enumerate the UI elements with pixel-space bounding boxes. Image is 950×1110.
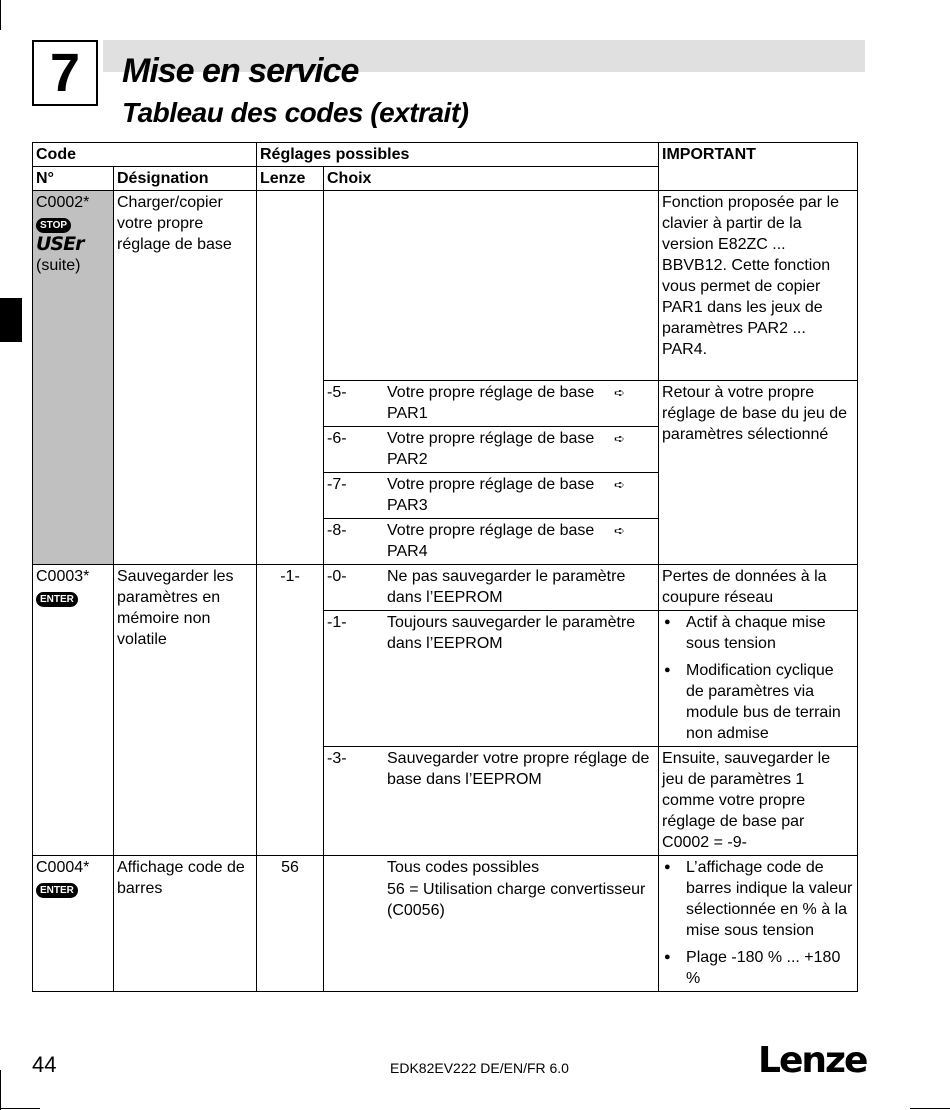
- choice-cell: [324, 519, 659, 565]
- arrow-icon: ➪: [614, 385, 626, 400]
- page-number: 44: [32, 1052, 57, 1077]
- choice-cell: [324, 191, 659, 381]
- code-cell: [33, 565, 114, 856]
- header-code: Code: [33, 143, 257, 167]
- bullet-list: [662, 857, 854, 989]
- choice-cell: [324, 611, 659, 747]
- bullet-list: [662, 612, 854, 744]
- choice-cell: [324, 747, 659, 856]
- choice-text: Toujours sauvegarder le paramètre dans l’EEPROM: [387, 614, 636, 652]
- lenze-cell: -1-: [257, 565, 324, 856]
- bullet-item: ● Modification cyclique de paramètres via module bus de terrain non admise: [686, 660, 854, 744]
- choice-text: Votre propre réglage de base: [387, 476, 595, 493]
- header-lenze: Lenze: [257, 167, 324, 191]
- bullet-item: ● Plage -180 % ... +180 %: [686, 947, 854, 989]
- choice-cell: [324, 427, 659, 473]
- choice-cell: [324, 381, 659, 427]
- choice-cell: [324, 473, 659, 519]
- chapter-number: 7: [32, 40, 98, 106]
- choice-number: -0-: [327, 568, 347, 585]
- choice-number: -7-: [327, 476, 347, 493]
- choice-text: Votre propre réglage de base: [387, 430, 595, 447]
- choice-par: PAR3: [387, 497, 428, 514]
- header-important: IMPORTANT: [659, 143, 858, 191]
- code-cell: [33, 191, 114, 565]
- header-choix: Choix: [324, 167, 659, 191]
- choice-par: PAR4: [387, 543, 428, 560]
- choice-number: -6-: [327, 430, 347, 447]
- bullet-item: ● L’affichage code de barres indique la valeur sélectionnée en % à la mise sous tension: [686, 857, 854, 941]
- stop-key-icon: STOP: [36, 218, 71, 233]
- lenze-cell: 56: [257, 856, 324, 992]
- crop-mark: [910, 1108, 950, 1109]
- lenze-cell: [257, 191, 324, 565]
- enter-key-icon: ENTER: [36, 883, 78, 898]
- code-number: C0003*: [36, 568, 90, 585]
- choice-cell: [324, 856, 659, 992]
- page-subtitle: Tableau des codes (extrait): [122, 97, 469, 128]
- arrow-icon: ➪: [614, 431, 626, 446]
- choice-text: 56 = Utilisation charge convertisseur (C0056): [387, 881, 646, 919]
- choice-par: PAR1: [387, 405, 428, 422]
- table-row: [33, 565, 858, 611]
- table-row: [33, 191, 858, 381]
- header-num: N°: [33, 167, 114, 191]
- arrow-icon: ➪: [614, 523, 626, 538]
- choice-text: Tous codes possibles: [387, 859, 540, 876]
- code-number: C0004*: [36, 859, 90, 876]
- choice-text: Ne pas sauvegarder le paramètre dans l’EEPROM: [387, 568, 626, 606]
- choice-cell: [324, 565, 659, 611]
- choice-par: PAR2: [387, 451, 428, 468]
- user-display-code: USEr: [36, 233, 84, 255]
- document-reference: EDK82EV222 DE/EN/FR 6.0: [390, 1060, 569, 1076]
- code-number: C0002*: [36, 194, 90, 211]
- crop-mark: [0, 1108, 40, 1109]
- important-cell: Pertes de données à la coupure réseau: [659, 565, 858, 611]
- designation-cell: Charger/copier votre propre réglage de base: [114, 191, 257, 565]
- table-row: [33, 856, 858, 992]
- header-designation: Désignation: [114, 167, 257, 191]
- choice-number: -3-: [327, 750, 347, 767]
- header-reglages: Réglages possibles: [257, 143, 659, 167]
- important-cell: [659, 856, 858, 992]
- choice-text: Sauvegarder votre propre réglage de base dans l’EEPROM: [387, 750, 650, 788]
- chapter-side-tab: [0, 298, 22, 342]
- code-cell: [33, 856, 114, 992]
- codes-table: [32, 142, 858, 992]
- important-cell: [659, 611, 858, 747]
- choice-number: -5-: [327, 384, 347, 401]
- choice-text: Votre propre réglage de base: [387, 384, 595, 401]
- designation-cell: Sauvegarder les paramètres en mémoire non volatile: [114, 565, 257, 856]
- choice-text: Votre propre réglage de base: [387, 522, 595, 539]
- designation-cell: Affichage code de barres: [114, 856, 257, 992]
- enter-key-icon: ENTER: [36, 592, 78, 607]
- choice-number: -1-: [327, 614, 347, 631]
- important-cell: Ensuite, sauvegarder le jeu de paramètres 1 comme votre propre réglage de base par C0002 = -9-: [659, 747, 858, 856]
- suite-label: (suite): [36, 257, 81, 274]
- crop-mark: [0, 0, 1, 30]
- crop-mark: [0, 1070, 1, 1110]
- bullet-item: ● Actif à chaque mise sous tension: [686, 612, 854, 654]
- page-title: Mise en service: [122, 52, 359, 90]
- important-cell: Fonction proposée par le clavier à partir de la version E82ZC ... BBVB12. Cette fonction vous permet de copier PAR1 dans les jeux de paramètres PAR2 ... PAR4.: [659, 191, 858, 381]
- arrow-icon: ➪: [614, 477, 626, 492]
- choice-number: -8-: [327, 522, 347, 539]
- important-cell: Retour à votre propre réglage de base du jeu de paramètres sélectionné: [659, 381, 858, 565]
- lenze-logo: Lenze: [758, 1040, 867, 1081]
- header-row: [33, 143, 858, 167]
